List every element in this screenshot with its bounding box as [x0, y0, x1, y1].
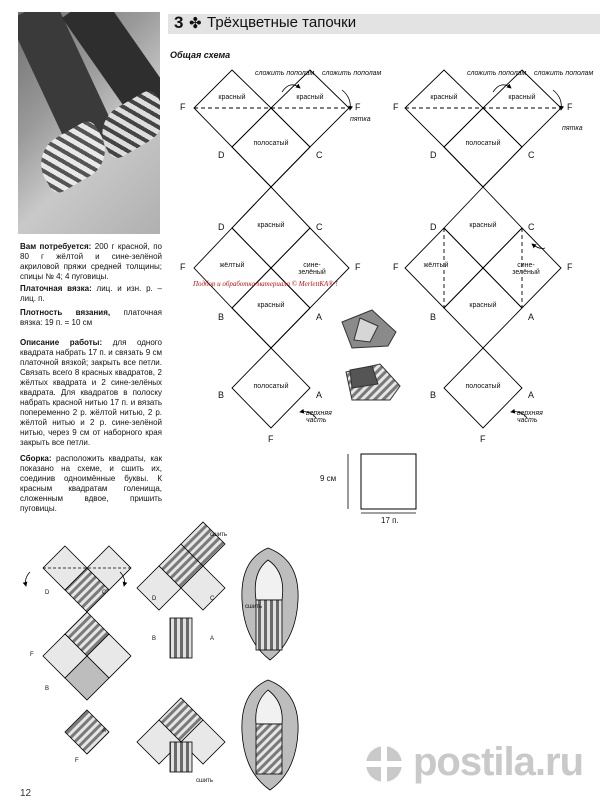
right-upper-square-label: полосатый [465, 140, 501, 147]
step2-letter-B: B [152, 636, 157, 642]
right-bottom-square-label: полосатый [465, 383, 501, 390]
step1-letter-C: C [102, 590, 107, 596]
left-middle-left-label: жёлтый [219, 262, 245, 269]
left-point-B1: B [218, 312, 225, 322]
page-number: 12 [20, 788, 32, 799]
step1-letter-B: B [45, 686, 50, 692]
step2-diagram [137, 522, 228, 772]
right-point-B1: B [430, 312, 437, 322]
right-point-C1: C [528, 150, 535, 160]
left-point-A2: A [316, 390, 323, 400]
left-point-D2: D [218, 222, 225, 232]
step1-letter-D: D [45, 590, 50, 596]
step2-sew-label2: сшить [196, 778, 214, 784]
step1-letter-F2: F [75, 758, 79, 764]
right-point-A2: A [528, 390, 535, 400]
right-point-F5: F [480, 434, 486, 444]
left-point-F1: F [180, 102, 186, 112]
step3-sew-label: сшить [245, 604, 263, 610]
left-point-B2: B [218, 390, 225, 400]
materials-paragraph: Вам потребуется: 200 г красной, по 80 г жёлтой и сине-зелёной акриловой пряжи средней толщины; спицы № 4; 4 пуговицы. [20, 242, 162, 281]
right-point-F2: F [567, 102, 573, 112]
right-point-D2: D [430, 222, 437, 232]
dimension-width: 17 п. [381, 516, 399, 525]
right-middle-bottom-label: красный [469, 302, 497, 309]
left-scheme [194, 70, 349, 428]
knit-paragraph: Платочная вязка: лиц. и изн. р. – лиц. п. [20, 284, 163, 303]
right-top-part-label: верхняя часть [517, 410, 543, 424]
right-point-C2: C [528, 222, 535, 232]
left-middle-top-label: красный [257, 222, 285, 229]
right-middle-right-label: сине-зелёный [512, 262, 540, 276]
postila-logo-icon [366, 746, 402, 782]
pattern-number: 3 [174, 13, 184, 32]
left-heel-label: пятка [350, 116, 371, 123]
right-top-right-label: красный [508, 94, 536, 101]
step1-letter-A: A [102, 728, 107, 734]
right-fold-left-label: сложить пополам [467, 70, 527, 77]
scheme-title: Общая схема [170, 50, 231, 60]
left-point-F3: F [180, 262, 186, 272]
step1-letter-F: F [30, 652, 34, 658]
left-top-part-label: верхняя часть [306, 410, 332, 424]
step2-letter-C: C [210, 596, 215, 602]
left-point-A1: A [316, 312, 323, 322]
right-point-F4: F [567, 262, 573, 272]
left-point-D1: D [218, 150, 225, 160]
left-fold-right-label: сложить пополам [322, 70, 382, 77]
slipper-sketch-bottom [346, 364, 400, 400]
right-point-A1: A [528, 312, 535, 322]
watermark: Подбор и обработка материала © MerlettKA® ! [193, 280, 338, 288]
star-icon: ✤ [189, 15, 202, 32]
left-point-C1: C [316, 150, 323, 160]
postila-brand[interactable]: postila.ru [413, 740, 584, 784]
dimension-height: 9 см [320, 474, 337, 483]
left-point-C2: C [316, 222, 323, 232]
density-paragraph: Плотность вязания, платочная вязка: 19 п. = 10 см [20, 308, 162, 327]
slipper-sketch-top [342, 310, 396, 348]
left-bottom-square-label: полосатый [253, 383, 289, 390]
right-scheme [405, 70, 561, 428]
left-top-right-label: красный [296, 94, 324, 101]
left-middle-right-label: сине-зелёный [298, 262, 326, 276]
step1-diagram [43, 546, 131, 754]
left-top-left-label: красный [218, 94, 246, 101]
right-point-B2: B [430, 390, 437, 400]
left-middle-bottom-label: красный [257, 302, 285, 309]
right-point-D1: D [430, 150, 437, 160]
right-fold-right-label: сложить пополам [534, 70, 594, 77]
right-heel-label: пятка [562, 125, 583, 132]
assembly-paragraph: Сборка: расположить квадраты, как показано на схеме, и сшить их, соединив одноимённые буквы. К красным квадратам голенища, сложенным вдвое, пришить пуговицы. [20, 454, 162, 513]
step2-letter-A: A [210, 636, 215, 642]
description-paragraph: Описание работы: для одного квадрата набрать 17 п. и связать 9 см платочной вязкой; закрыть все петли. Связать всего 8 красных квадратов, 2 жёлтых квадрата и 2 сине-зелёных квадрата. Для квадратов в полоску набрать красной нитью 17 п. и вязать попеременно 2 р. жёлтой нитью, 2 р. жёлтой нитью и 2 р. сине-зелёной нитью, через 9 см от наборного края закрыть все петли. [20, 338, 162, 447]
right-top-left-label: красный [430, 94, 458, 101]
left-point-F2: F [355, 102, 361, 112]
step2-letter-D: D [152, 596, 157, 602]
page-title: Трёхцветные тапочки [207, 14, 357, 31]
left-point-F4: F [355, 262, 361, 272]
right-middle-top-label: красный [469, 222, 497, 229]
left-upper-square-label: полосатый [253, 140, 289, 147]
right-middle-left-label: жёлтый [423, 262, 449, 269]
left-fold-left-label: сложить пополам [255, 70, 315, 77]
step2-sew-label: сшить [210, 532, 228, 538]
right-point-F1: F [393, 102, 399, 112]
left-point-F5: F [268, 434, 274, 444]
step3-diagram [242, 548, 298, 790]
right-point-F3: F [393, 262, 399, 272]
